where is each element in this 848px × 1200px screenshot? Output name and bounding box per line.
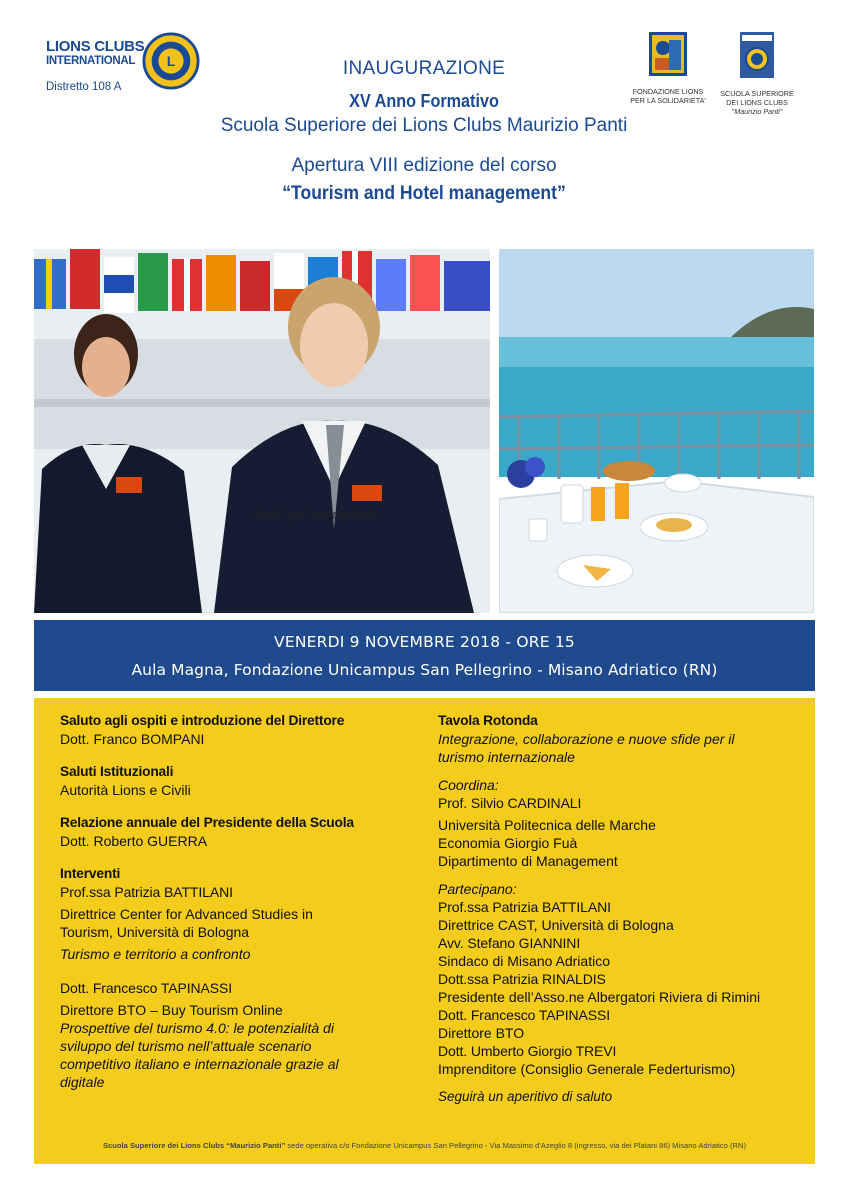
programme-panel	[34, 698, 815, 1164]
programme-left-column	[60, 712, 410, 1091]
partecipano-label: Partecipano:	[438, 881, 517, 897]
aperitivo-note: Seguirà un aperitivo di saluto	[438, 1089, 613, 1104]
saluto-title: Saluto agli ospiti e introduzione del Direttore	[60, 713, 345, 728]
interventi-title: Interventi	[60, 866, 121, 881]
footer-school-name: Scuola Superiore dei Lions Clubs “Maurizio Panti”	[102, 1141, 286, 1150]
relazione-name: Dott. Roberto GUERRA	[60, 833, 208, 849]
footer-address: sede operativa c/o Fondazione Unicampus San Pellegrino - Via Massimo d’Azeglio 8 (ingresso, via dei Platani 86) Misano Adriatico (RN)	[285, 1141, 747, 1150]
fondazione-caption-line2: PER LA SOLIDARIETA'	[630, 96, 706, 105]
interventi-section	[60, 865, 410, 1091]
scuola-superiore-logo	[717, 32, 797, 116]
participant-role: Direttore BTO	[438, 1025, 525, 1041]
tavola-subtitle-line2: turismo internazionale	[438, 749, 575, 765]
sea-breakfast-image	[499, 249, 814, 613]
course-title: “Tourism and Hotel management”	[282, 182, 566, 204]
participant-name: Dott.ssa Patrizia RINALDIS	[438, 971, 606, 987]
svg-text:L: L	[166, 53, 176, 69]
coordina-aff-line1: Università Politecnica delle Marche	[438, 817, 656, 833]
coordina-aff-line2: Economia Giorgio Fuà	[438, 835, 578, 851]
speaker1-role-line1: Direttrice Center for Advanced Studies in	[60, 906, 313, 922]
coordina-label: Coordina:	[438, 777, 499, 793]
speaker2-role: Direttore BTO – Buy Tourism Online	[60, 1002, 283, 1018]
participant-name: Dott. Francesco TAPINASSI	[438, 1007, 611, 1023]
anno-formativo-title: XV Anno Formativo	[349, 91, 499, 111]
hotel-staff-photo	[34, 249, 490, 613]
saluti-istituzionali-text: Autorità Lions e Civili	[60, 782, 191, 798]
sea-terrace-photo	[499, 249, 814, 613]
speaker1-name: Prof.ssa Patrizia BATTILANI	[60, 884, 233, 900]
headline-block	[150, 53, 698, 206]
participant-role: Direttrice CAST, Università di Bologna	[438, 917, 674, 933]
speaker2-topic-line4: digitale	[60, 1074, 105, 1090]
event-date: VENERDI 9 NOVEMBRE 2018 - ORE 15	[274, 633, 575, 651]
footer-note	[34, 1141, 815, 1150]
coordina-name: Prof. Silvio CARDINALI	[438, 795, 582, 811]
scuola-caption-line1: SCUOLA SUPERIORE	[720, 89, 794, 98]
relazione-title: Relazione annuale del Presidente della Scuola	[60, 815, 354, 830]
speaker2-topic-line2: sviluppo del turismo nell’attuale scenario	[60, 1038, 312, 1054]
scuola-badge-icon	[740, 32, 774, 78]
participant-role: Presidente dell’Asso.ne Albergatori Riviera di Rimini	[438, 989, 761, 1005]
inaugurazione-title: INAUGURAZIONE	[342, 58, 506, 79]
participant-role: Sindaco di Misano Adriatico	[438, 953, 610, 969]
scuola-name: Scuola Superiore dei Lions Clubs Maurizio Panti	[220, 115, 628, 136]
participant-role: Imprenditore (Consiglio Generale Federturismo)	[438, 1061, 736, 1077]
apertura-corso: Apertura VIII edizione del corso	[291, 155, 557, 176]
partecipano-section	[438, 880, 808, 1078]
participant-name: Prof.ssa Patrizia BATTILANI	[438, 899, 611, 915]
speaker2-topic-line3: competitivo italiano e internazionale grazie al	[60, 1056, 339, 1072]
tavola-rotonda-title: Tavola Rotonda	[438, 713, 538, 728]
lions-logo-line1: LIONS CLUBS	[46, 38, 145, 55]
tavola-subtitle-line1: Integrazione, collaborazione e nuove sfide per il	[438, 731, 735, 747]
district-label: Distretto 108 A	[46, 81, 122, 93]
scuola-caption-line2: DEI LIONS CLUBS	[726, 98, 788, 107]
speaker2-name: Dott. Francesco TAPINASSI	[60, 980, 233, 996]
saluto-section	[60, 712, 410, 748]
event-date-band	[34, 620, 815, 691]
coordina-aff-line3: Dipartimento di Management	[438, 853, 618, 869]
saluti-istituzionali-title: Saluti Istituzionali	[60, 764, 174, 779]
lions-logo-line2: INTERNATIONAL	[46, 55, 136, 67]
participant-name: Avv. Stefano GIANNINI	[438, 935, 581, 951]
hotel-staff-image	[34, 249, 490, 613]
photo-overlay-placeholder[interactable]: Scrivi per inserire testo	[254, 508, 382, 522]
relazione-section	[60, 814, 410, 850]
saluto-name: Dott. Franco BOMPANI	[60, 731, 205, 747]
coordina-section	[438, 776, 808, 870]
saluti-istituzionali-section	[60, 763, 410, 799]
speaker1-topic: Turismo e territorio a confronto	[60, 946, 251, 962]
scuola-caption-line3: "Maurizio Panti"	[731, 107, 783, 116]
participant-name: Dott. Umberto Giorgio TREVI	[438, 1043, 617, 1059]
tavola-rotonda-section	[438, 712, 808, 766]
speaker2-topic-line1: Prospettive del turismo 4.0: le potenzialità di	[60, 1020, 334, 1036]
programme-right-column	[438, 712, 808, 1106]
fondazione-caption-line1: FONDAZIONE LIONS	[632, 87, 704, 96]
event-venue: Aula Magna, Fondazione Unicampus San Pellegrino - Misano Adriatico (RN)	[131, 661, 718, 679]
speaker1-role-line2: Tourism, Università di Bologna	[60, 924, 250, 940]
